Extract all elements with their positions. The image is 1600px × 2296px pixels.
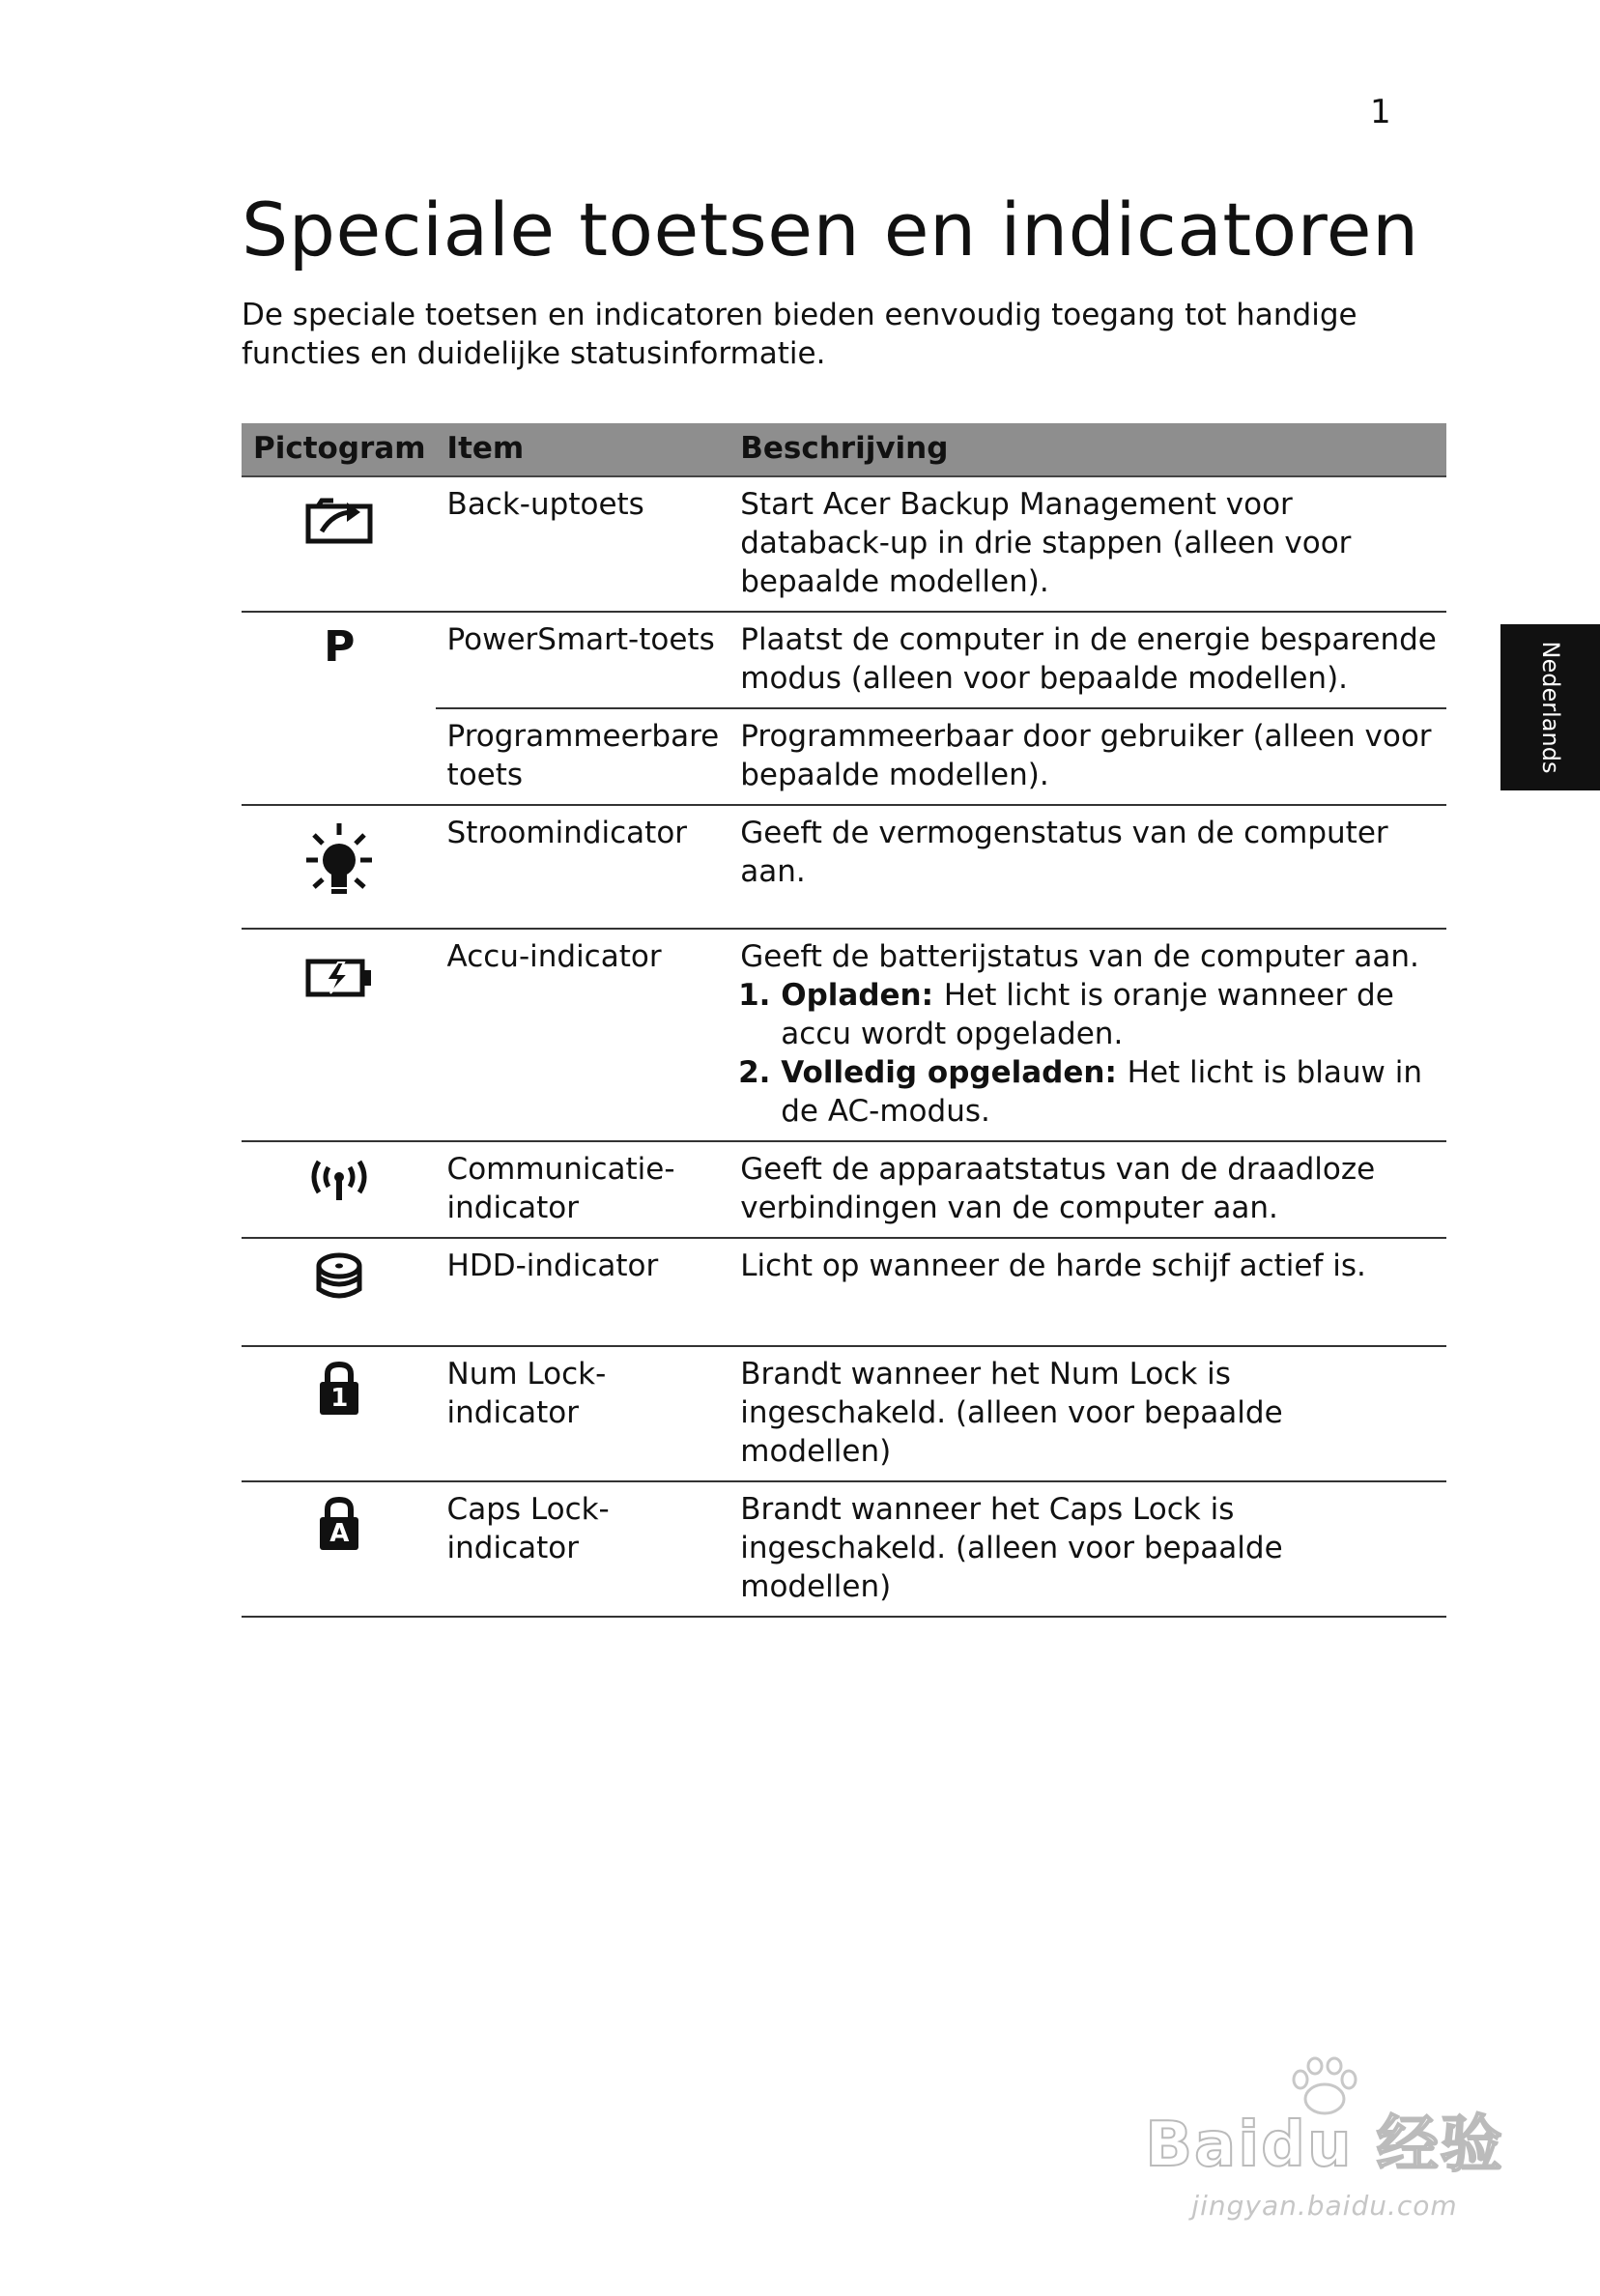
- item-cell: PowerSmart-toets: [436, 612, 729, 708]
- table-row: [242, 612, 1446, 708]
- item-cell: HDD-indicator: [436, 1238, 729, 1346]
- wireless-icon: [305, 1156, 373, 1204]
- icon-cell: [242, 1141, 436, 1238]
- item-cell: Back-uptoets: [436, 476, 729, 612]
- battery-description: Geeft de batterijstatus van de computer aan.: [740, 939, 1419, 974]
- table-header-row: [242, 423, 1446, 476]
- description-cell: Brandt wanneer het Num Lock is ingeschakeld. (alleen voor bepaalde modellen): [729, 1346, 1446, 1481]
- description-cell: Geeft de apparaatstatus van de draadloze verbindingen van de computer aan.: [729, 1141, 1446, 1238]
- header-item: Item: [436, 423, 729, 476]
- table-row: [242, 1481, 1446, 1617]
- list-item-label: Opladen:: [781, 978, 934, 1013]
- page-number: 1: [1370, 93, 1391, 131]
- num-lock-icon-label: 1: [330, 1384, 349, 1413]
- item-cell: Communicatie-indicator: [436, 1141, 729, 1238]
- battery-charging-icon: [305, 959, 373, 997]
- page-title: Speciale toetsen en indicatoren: [242, 187, 1419, 273]
- power-lightbulb-icon: [299, 819, 380, 906]
- icon-cell: [242, 1481, 436, 1617]
- description-cell: Plaatst de computer in de energie besparende modus (alleen voor bepaalde modellen).: [729, 612, 1446, 708]
- list-item-text: Het licht is blauw in de AC-modus.: [781, 1055, 1422, 1129]
- table-row: [242, 1238, 1446, 1346]
- item-cell: Num Lock-indicator: [436, 1346, 729, 1481]
- list-item-text: Het licht is oranje wanneer de accu wordt opgeladen.: [781, 978, 1394, 1051]
- description-cell: Programmeerbaar door gebruiker (alleen voor bepaalde modellen).: [729, 708, 1446, 805]
- header-icon: Pictogram: [242, 423, 436, 476]
- description-cell: Start Acer Backup Management voor databack-up in drie stappen (alleen voor bepaalde modellen).: [729, 476, 1446, 612]
- description-cell: Brandt wanneer het Caps Lock is ingeschakeld. (alleen voor bepaalde modellen): [729, 1481, 1446, 1617]
- description-cell: Geeft de vermogenstatus van de computer aan.: [729, 805, 1446, 929]
- language-side-tab: [1500, 624, 1600, 790]
- icon-cell: [242, 1346, 436, 1481]
- watermark-url: jingyan.baidu.com: [1191, 2190, 1458, 2222]
- hdd-icon: [314, 1252, 364, 1306]
- table-row: [242, 929, 1446, 1141]
- language-side-tab-label: Nederlands: [1536, 641, 1564, 774]
- list-item: [781, 1053, 1437, 1131]
- icon-cell: [242, 1238, 436, 1346]
- table-row: [242, 1141, 1446, 1238]
- item-cell: Programmeerbare toets: [436, 708, 729, 805]
- list-item: [781, 976, 1437, 1053]
- num-lock-icon: [317, 1361, 361, 1417]
- item-cell: Caps Lock-indicator: [436, 1481, 729, 1617]
- special-keys-table: [242, 423, 1446, 1618]
- header-description: Beschrijving: [729, 423, 1446, 476]
- battery-status-list: [740, 976, 1437, 1131]
- icon-cell: [242, 805, 436, 929]
- description-cell: Licht op wanneer de harde schijf actief is.: [729, 1238, 1446, 1346]
- caps-lock-icon-label: A: [329, 1519, 350, 1548]
- backup-icon: [304, 491, 374, 545]
- table-row: [242, 476, 1446, 612]
- icon-cell: [242, 476, 436, 612]
- caps-lock-icon: [317, 1496, 361, 1552]
- item-cell: Stroomindicator: [436, 805, 729, 929]
- intro-paragraph: De speciale toetsen en indicatoren bieden eenvoudig toegang tot handige functies en duidelijke statusinformatie.: [242, 298, 1357, 371]
- description-cell: [729, 929, 1446, 1141]
- list-item-label: Volledig opgeladen:: [781, 1055, 1117, 1090]
- icon-cell: [242, 929, 436, 1141]
- watermark-brand: Baidu 经验: [1145, 2109, 1504, 2181]
- table-row: [242, 805, 1446, 929]
- icon-cell: [242, 612, 436, 805]
- table-row: [242, 1346, 1446, 1481]
- item-cell: Accu-indicator: [436, 929, 729, 1141]
- powersmart-p-icon: P: [324, 622, 356, 672]
- paw-icon: [1281, 2056, 1368, 2122]
- baidu-watermark: [1136, 2056, 1513, 2240]
